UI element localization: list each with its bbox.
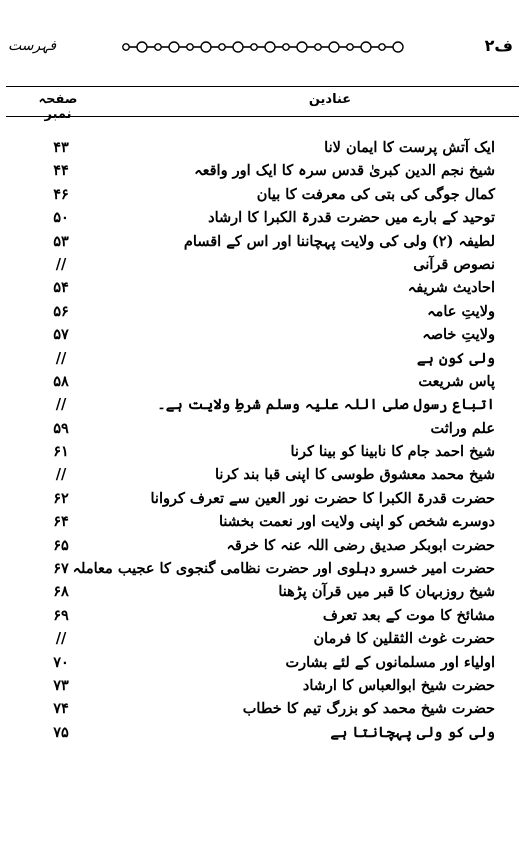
toc-entry-title: نصوص قرآنی [413, 255, 495, 273]
toc-entry-title: دوسرے شخص کو اپنی ولایت اور نعمت بخشنا [219, 513, 495, 531]
toc-entry-page: ۵۶ [53, 302, 69, 320]
toc-entry-title: حضرت غوث الثقلین کا فرمان [313, 630, 495, 648]
toc-entry-page: ۷۰ [53, 653, 69, 671]
toc-list [0, 136, 525, 744]
toc-entry [0, 557, 525, 580]
toc-entry [0, 604, 525, 627]
toc-entry-title: حضرت قدرۃ الکبرا کا حضرت نور العین سے تعرف کروانا [150, 489, 495, 507]
toc-entry-page: ۵۳ [53, 232, 69, 250]
toc-entry-page: ۶۸ [53, 583, 69, 601]
toc-entry-page: ۶۷ [53, 560, 69, 578]
page-label: ف۲ [484, 36, 513, 55]
toc-entry-title: ایک آتش پرست کا ایمان لانا [324, 139, 495, 156]
toc-entry-title: مشائخ کا موت کے بعد تعرف [322, 606, 495, 624]
toc-entry-title: اولیاء اور مسلمانوں کے لئے بشارت [285, 653, 495, 671]
toc-entry-title: توحید کے بارے میں حضرت قدرۃ الکبرا کا ارشاد [208, 209, 495, 227]
toc-entry-title: حضرت شیخ ابوالعباس کا ارشاد [302, 676, 495, 694]
toc-entry-title: ولی کو ولی پہچانتا ہے [330, 723, 495, 741]
toc-entry [0, 627, 525, 650]
running-title: فہرست [8, 38, 57, 54]
toc-entry-page: ۷۵ [53, 723, 69, 741]
toc-entry [0, 580, 525, 603]
toc-entry [0, 393, 525, 416]
page-header [0, 36, 525, 60]
toc-entry [0, 417, 525, 440]
toc-entry-page: ۶۴ [53, 513, 69, 531]
toc-entry-page: // [55, 396, 67, 414]
toc-entry-page: ۴۳ [53, 139, 69, 156]
toc-entry-page: ۶۹ [53, 606, 69, 624]
toc-entry [0, 183, 525, 206]
toc-entry-page: // [55, 255, 67, 273]
toc-entry-page: ۶۵ [53, 536, 69, 554]
toc-entry [0, 721, 525, 744]
toc-entry-title: شیخ نجم الدین کبریٰ قدس سرہ کا ایک اور واقعہ [194, 162, 495, 180]
toc-entry-page: ۴۶ [53, 185, 69, 203]
title-column-header: عنادین [308, 92, 352, 107]
toc-entry [0, 651, 525, 674]
toc-entry-title: احادیث شریفہ [407, 279, 495, 297]
toc-entry [0, 230, 525, 253]
toc-entry-title: علم وراثت [430, 419, 495, 437]
toc-entry-page: ۵۰ [53, 209, 69, 227]
toc-entry-page: // [55, 466, 67, 484]
toc-entry [0, 323, 525, 346]
toc-entry [0, 463, 525, 486]
toc-entry-page: ۴۴ [53, 162, 69, 180]
toc-entry [0, 300, 525, 323]
toc-entry [0, 440, 525, 463]
toc-entry-title: شیخ محمد معشوق طوسی کا اپنی قبا بند کرنا [214, 466, 495, 484]
toc-entry-page: ۶۲ [53, 489, 69, 507]
toc-entry-page: ۵۷ [53, 326, 69, 344]
page-column-header: صفحہ نمبر [38, 92, 78, 122]
toc-entry-page: // [55, 630, 67, 648]
toc-entry [0, 253, 525, 276]
toc-entry-title: حضرت ابوبکر صدیق رضی اللہ عنہ کا خرقہ [226, 536, 495, 554]
toc-entry [0, 674, 525, 697]
column-header-rule [6, 116, 519, 117]
toc-entry [0, 370, 525, 393]
toc-entry-page: // [55, 349, 67, 367]
toc-entry-title: اتباع رسول صلی اللہ علیہ وسلم شرطِ ولایت ہے۔ [157, 396, 495, 414]
toc-entry [0, 276, 525, 299]
toc-entry-title: ولی کون ہے [416, 349, 495, 367]
toc-entry [0, 697, 525, 720]
toc-entry-title: ولایتِ عامہ [427, 302, 495, 320]
ornament-border [118, 36, 406, 58]
toc-entry-title: لطیفہ (۲) ولی کی ولایت پہچاننا اور اس کے اقسام [183, 232, 495, 250]
toc-entry [0, 136, 525, 159]
toc-entry-page: ۵۸ [53, 372, 69, 390]
toc-entry-page: ۶۱ [53, 443, 69, 461]
toc-entry-title: کمال جوگی کی بتی کی معرفت کا بیان [256, 185, 495, 203]
toc-entry [0, 510, 525, 533]
toc-entry [0, 347, 525, 370]
toc-entry-title: شیخ احمد جام کا نابینا کو بینا کرنا [290, 443, 495, 461]
toc-entry-page: ۵۹ [53, 419, 69, 437]
toc-entry-page: ۵۴ [53, 279, 69, 297]
toc-entry-title: شیخ روزبہان کا قبر میں قرآن پڑھنا [278, 583, 495, 601]
toc-entry-title: پاس شریعت [418, 372, 495, 390]
header-rule [6, 86, 519, 87]
toc-entry [0, 534, 525, 557]
toc-entry-page: ۷۴ [53, 700, 69, 718]
toc-entry [0, 487, 525, 510]
toc-entry-title: ولایتِ خاصہ [422, 326, 495, 344]
toc-entry [0, 206, 525, 229]
toc-entry [0, 159, 525, 182]
toc-entry-title: حضرت شیخ محمد کو بزرگ تیم کا خطاب [242, 700, 495, 718]
toc-entry-title: حضرت امیر خسرو دہلوی اور حضرت نظامی گنجوی کا عجیب معاملہ [72, 560, 495, 578]
toc-entry-page: ۷۳ [53, 676, 69, 694]
